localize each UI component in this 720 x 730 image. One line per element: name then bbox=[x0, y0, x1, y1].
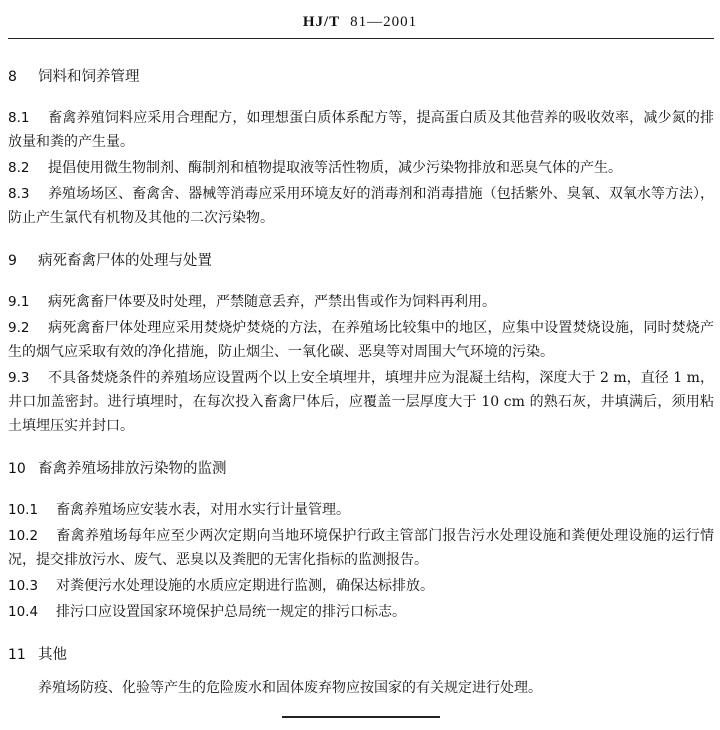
clause-text: 对粪便污水处理设施的水质应定期进行监测，确保达标排放。 bbox=[56, 578, 434, 594]
section-8-heading bbox=[8, 64, 714, 90]
section-title: 病死畜禽尸体的处理与处置 bbox=[38, 253, 212, 269]
section-title: 饲料和饲养管理 bbox=[38, 69, 140, 85]
clause-number: 9.2 bbox=[8, 320, 30, 336]
clause-text: 畜禽养殖场每年应至少两次定期向当地环境保护行政主管部门报告污水处理设施和粪便处理设施的运行情况，提交排放污水、废气、恶臭以及粪肥的无害化指标的监测报告。 bbox=[8, 528, 714, 568]
clause-text: 提倡使用微生物制剂、酶制剂和植物提取液等活性物质，减少污染物排放和恶臭气体的产生。 bbox=[48, 160, 622, 176]
clause-number: 10.1 bbox=[8, 502, 39, 518]
clause-number: 10.2 bbox=[8, 528, 39, 544]
clause-text: 畜禽养殖饲料应采用合理配方，如理想蛋白质体系配方等，提高蛋白质及其他营养的吸收效率，减少氮的排放量和粪的产生量。 bbox=[8, 110, 714, 150]
clause-text: 养殖场场区、畜禽舍、器械等消毒应采用环境友好的消毒剂和消毒措施（包括紫外、臭氧、双氧水等方法），防止产生氯代有机物及其他的二次污染物。 bbox=[8, 186, 714, 226]
clause-10-3 bbox=[8, 574, 714, 598]
clause-text: 排污口应设置国家环境保护总局统一规定的排污口标志。 bbox=[56, 604, 406, 620]
section-11-paragraph: 养殖场防疫、化验等产生的危险废水和固体废弃物应按国家的有关规定进行处理。 bbox=[38, 680, 542, 696]
section-title: 其他 bbox=[38, 647, 67, 663]
clause-number: 10.3 bbox=[8, 578, 39, 594]
clause-8-2 bbox=[8, 156, 714, 180]
clause-number: 8.2 bbox=[8, 160, 30, 176]
clause-number: 9.3 bbox=[8, 370, 30, 386]
section-number: 11 bbox=[8, 647, 26, 663]
header-rule bbox=[8, 38, 714, 39]
end-of-document-rule bbox=[282, 716, 440, 718]
page-header bbox=[0, 14, 720, 31]
section-10-heading bbox=[8, 456, 714, 482]
clause-9-3 bbox=[8, 366, 714, 438]
section-number: 9 bbox=[8, 253, 17, 269]
section-number: 10 bbox=[8, 461, 26, 477]
clause-text: 病死禽畜尸体处理应采用焚烧炉焚烧的方法，在养殖场比较集中的地区，应集中设置焚烧设施，同时焚烧产生的烟气应采取有效的净化措施，防止烟尘、一氧化碳、恶臭等对周围大气环境的污染。 bbox=[8, 320, 714, 360]
section-number: 8 bbox=[8, 69, 17, 85]
clause-number: 9.1 bbox=[8, 294, 30, 310]
clause-text: 畜禽养殖场应安装水表，对用水实行计量管理。 bbox=[56, 502, 350, 518]
clause-8-3 bbox=[8, 182, 714, 230]
clause-number: 10.4 bbox=[8, 604, 39, 620]
clause-8-1 bbox=[8, 106, 714, 154]
clause-number: 8.1 bbox=[8, 110, 30, 126]
clause-10-2 bbox=[8, 524, 714, 572]
clause-10-1 bbox=[8, 498, 714, 522]
clause-number: 8.3 bbox=[8, 186, 30, 202]
clause-text: 病死禽畜尸体要及时处理，严禁随意丢弃，严禁出售或作为饲料再利用。 bbox=[48, 294, 496, 310]
standard-number: 81—2001 bbox=[350, 14, 418, 30]
clause-9-2 bbox=[8, 316, 714, 364]
section-9-heading bbox=[8, 248, 714, 274]
standard-prefix: HJ/T bbox=[302, 14, 341, 30]
section-11-heading bbox=[8, 642, 714, 668]
clause-text: 不具备焚烧条件的养殖场应设置两个以上安全填埋井，填埋井应为混凝土结构，深度大于 2 m，直径 1 m，井口加盖密封。进行填埋时，在每次投入畜禽尸体后，应覆盖一层厚度大于 10 cm 的熟石灰，井填满后，须用粘土填埋压实并封口。 bbox=[8, 370, 714, 434]
section-title: 畜禽养殖场排放污染物的监测 bbox=[38, 461, 227, 477]
clause-9-1 bbox=[8, 290, 714, 314]
document-body bbox=[8, 64, 714, 700]
clause-10-4 bbox=[8, 600, 714, 624]
